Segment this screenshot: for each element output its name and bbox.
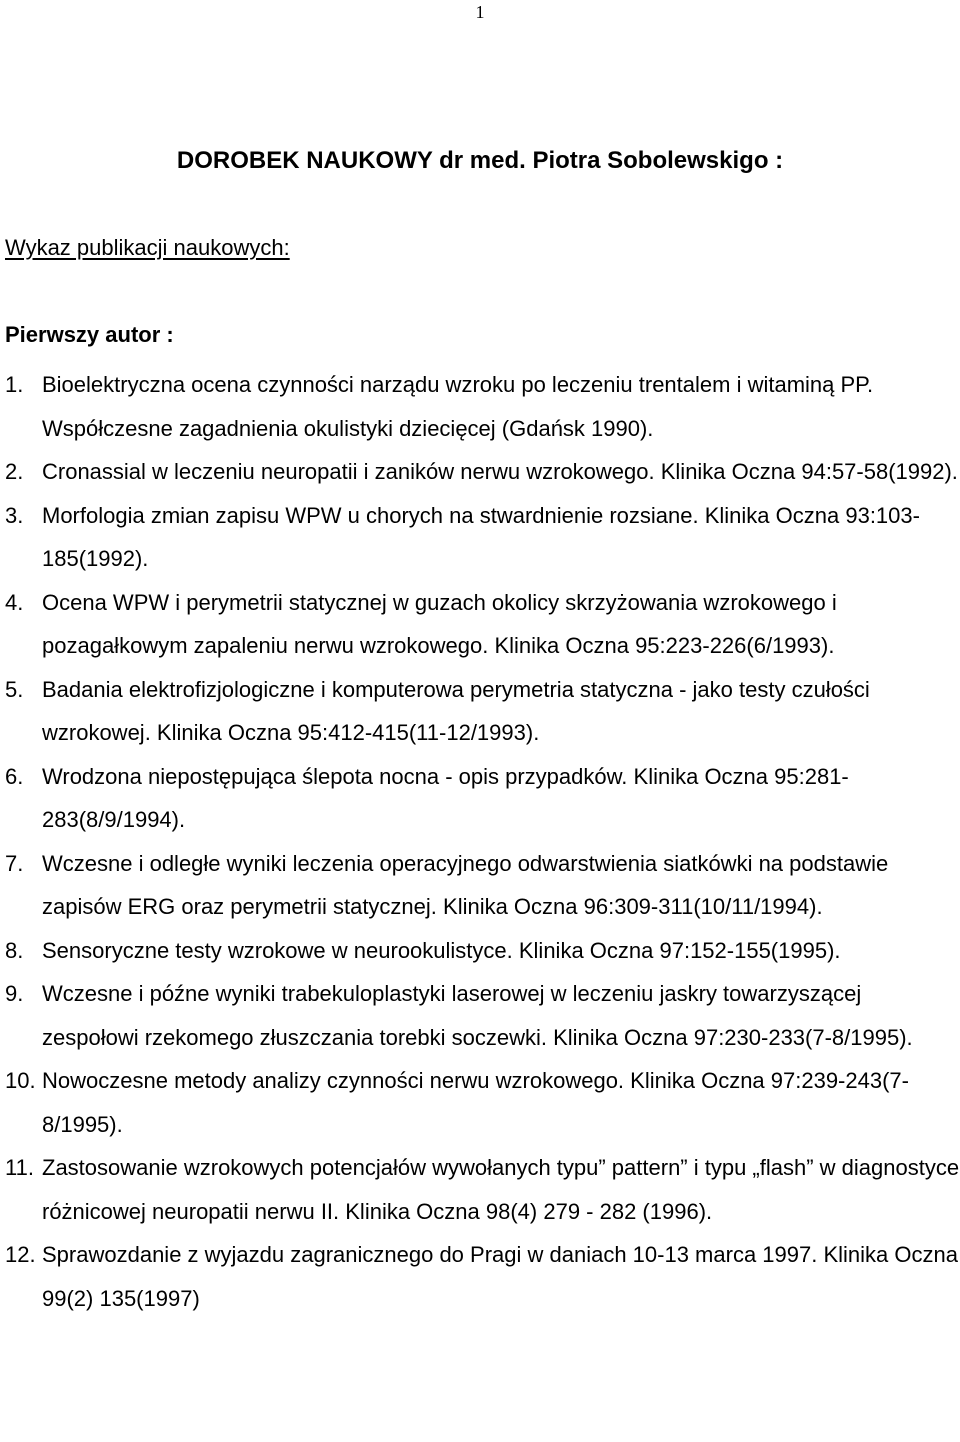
publication-number: 9. xyxy=(5,981,24,1006)
section-heading-publications: Wykaz publikacji naukowych: xyxy=(5,235,290,260)
publication-item xyxy=(5,1146,960,1233)
publication-number: 12. xyxy=(5,1242,36,1267)
subsection-heading-first-author: Pierwszy autor : xyxy=(5,322,174,347)
publication-citation: Sensoryczne testy wzrokowe w neurookulistyce. Klinika Oczna 97:152-155(1995). xyxy=(42,937,841,963)
publication-item xyxy=(5,755,960,842)
publication-number: 5. xyxy=(5,676,24,702)
publication-number: 7. xyxy=(5,850,24,876)
publication-citation: Wczesne i późne wyniki trabekuloplastyki laserowej w leczeniu jaskry towarzyszącej zespołowi rzekomego złuszczania torebki soczewki. Klinika Oczna 97:230-233(7-8/1995). xyxy=(42,981,913,1050)
publication-citation: Bioelektryczna ocena czynności narządu wzroku po leczeniu trentalem i witaminą PP. Współczesne zagadnienia okulistyki dziecięcej (Gdańsk 1990). xyxy=(42,372,874,441)
publication-item xyxy=(5,1233,960,1320)
publication-number: 4. xyxy=(5,589,24,615)
publication-number: 11. xyxy=(5,1155,34,1180)
document-title: DOROBEK NAUKOWY dr med. Piotra Sobolewskigo : xyxy=(176,147,784,174)
publication-item xyxy=(5,842,960,929)
publication-citation: Ocena WPW i perymetrii statycznej w guzach okolicy skrzyżowania wzrokowego i pozagałkowym zapaleniu nerwu wzrokowego. Klinika Oczna 95:223-226(6/1993). xyxy=(42,589,837,658)
publication-citation: Wczesne i odległe wyniki leczenia operacyjnego odwarstwienia siatkówki na podstawie zapisów ERG oraz perymetrii statycznej. Klinika Oczna 96:309-311(10/11/1994). xyxy=(42,850,889,919)
publication-number: 2. xyxy=(5,459,24,484)
publication-number: 3. xyxy=(5,502,24,528)
publication-item xyxy=(5,1059,960,1146)
publication-citation: Wrodzona niepostępująca ślepota nocna - opis przypadków. Klinika Oczna 95:281-283(8/9/1994). xyxy=(42,763,849,832)
publication-citation: Morfologia zmian zapisu WPW u chorych na stwardnienie rozsiane. Klinika Oczna 93:103-185(1992). xyxy=(42,502,920,571)
publication-citation: Cronassial w leczeniu neuropatii i zaników nerwu wzrokowego. Klinika Oczna 94:57-58(1992). xyxy=(42,459,958,484)
publication-number: 10. xyxy=(5,1068,36,1093)
publication-number: 1. xyxy=(5,372,24,397)
publication-citation: Badania elektrofizjologiczne i komputerowa perymetria statyczna - jako testy czułości wzrokowej. Klinika Oczna 95:412-415(11-12/1993). xyxy=(42,676,870,745)
publication-item xyxy=(5,494,960,581)
publication-citation: Zastosowanie wzrokowych potencjałów wywołanych typu” pattern” i typu „flash” w diagnostyce różnicowej neuropatii nerwu II. Klinika Oczna 98(4) 279 - 282 (1996). xyxy=(42,1155,960,1224)
publication-item xyxy=(5,450,960,494)
publication-list xyxy=(5,363,960,1320)
publication-citation: Nowoczesne metody analizy czynności nerwu wzrokowego. Klinika Oczna 97:239-243(7-8/1995). xyxy=(42,1068,909,1137)
publication-item xyxy=(5,668,960,755)
publication-item xyxy=(5,581,960,668)
publication-number: 8. xyxy=(5,937,24,963)
publication-number: 6. xyxy=(5,763,24,789)
publication-item xyxy=(5,363,960,450)
publication-citation: Sprawozdanie z wyjazdu zagranicznego do Pragi w daniach 10-13 marca 1997. Klinika Oczna 99(2) 135(1997) xyxy=(42,1242,958,1311)
publication-item xyxy=(5,972,960,1059)
publication-item xyxy=(5,929,960,973)
page-number: 1 xyxy=(475,2,485,22)
